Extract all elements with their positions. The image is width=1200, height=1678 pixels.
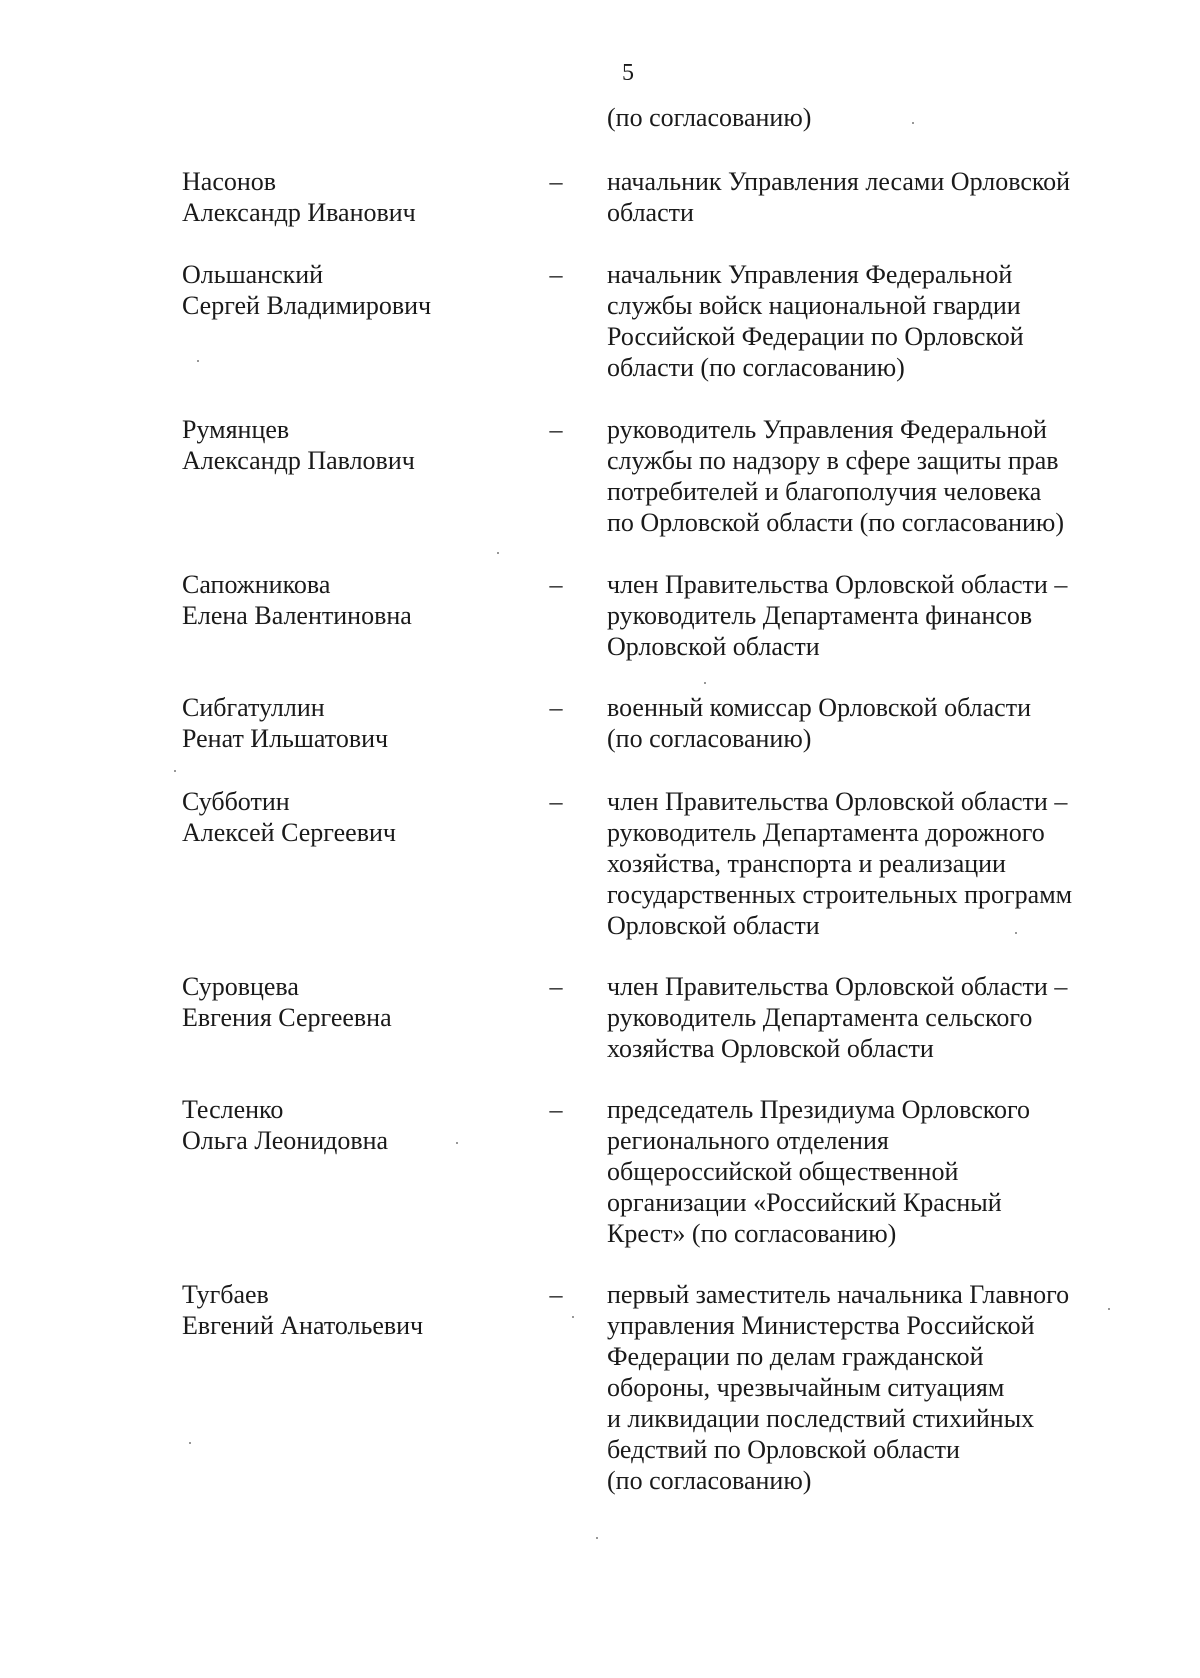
position-description [607, 166, 1107, 228]
role-line: (по согласованию) [607, 724, 812, 753]
position-description [607, 259, 1107, 383]
scan-speck [1015, 932, 1017, 934]
role-line: Орловской области [607, 911, 820, 940]
position-description [607, 1094, 1107, 1249]
role-line: член Правительства Орловской области – [607, 972, 1068, 1001]
role-line: хозяйства Орловской области [607, 1034, 934, 1063]
given-names: Ренат Ильшатович [182, 724, 389, 753]
surname: Сибгатуллин [182, 693, 325, 722]
role-line: руководитель Департамента сельского [607, 1003, 1033, 1032]
role-line: начальник Управления Федеральной [607, 260, 1013, 289]
role-line: начальник Управления лесами Орловской [607, 167, 1071, 196]
scan-speck [572, 1316, 574, 1318]
surname: Сапожникова [182, 570, 331, 599]
person-name [182, 971, 512, 1033]
person-name [182, 569, 512, 631]
role-line: хозяйства, транспорта и реализации [607, 849, 1006, 878]
surname: Тесленко [182, 1095, 284, 1124]
role-line: по Орловской области (по согласованию) [607, 508, 1065, 537]
person-name [182, 786, 512, 848]
given-names: Александр Иванович [182, 198, 416, 227]
person-name [182, 414, 512, 476]
person-name [182, 1279, 512, 1341]
scan-speck [174, 770, 176, 772]
person-name [182, 259, 512, 321]
separator-dash: – [549, 1095, 563, 1124]
role-line: общероссийской общественной [607, 1157, 959, 1186]
scan-speck [912, 122, 914, 124]
role-line: управления Министерства Российской [607, 1311, 1035, 1340]
page-number: 5 [622, 60, 634, 86]
scan-speck [497, 552, 499, 554]
given-names: Ольга Леонидовна [182, 1126, 389, 1155]
separator-dash: – [549, 570, 563, 599]
role-line: государственных строительных программ [607, 880, 1073, 909]
position-description [607, 692, 1107, 754]
role-line: руководитель Управления Федеральной [607, 415, 1047, 444]
person-name [182, 166, 512, 228]
position-description [607, 569, 1107, 662]
role-line: председатель Президиума Орловского [607, 1095, 1031, 1124]
role-line: руководитель Департамента финансов [607, 601, 1033, 630]
scan-speck [189, 1442, 191, 1444]
scan-speck [197, 360, 199, 362]
scan-speck [456, 1142, 458, 1144]
position-description [607, 414, 1107, 538]
person-name [182, 1094, 512, 1156]
given-names: Елена Валентиновна [182, 601, 412, 630]
role-line: Крест» (по согласованию) [607, 1219, 897, 1248]
surname: Ольшанский [182, 260, 324, 289]
separator-dash: – [549, 415, 563, 444]
given-names: Александр Павлович [182, 446, 415, 475]
scan-speck [596, 1537, 598, 1539]
role-line: бедствий по Орловской области [607, 1435, 960, 1464]
role-line: Федерации по делам гражданской [607, 1342, 984, 1371]
role-line: организации «Российский Красный [607, 1188, 1002, 1217]
separator-dash: – [549, 167, 563, 196]
role-line: службы войск национальной гвардии [607, 291, 1021, 320]
role-line: потребителей и благополучия человека [607, 477, 1042, 506]
given-names: Алексей Сергеевич [182, 818, 396, 847]
role-line: член Правительства Орловской области – [607, 787, 1068, 816]
scan-speck [1108, 1308, 1110, 1310]
role-line: первый заместитель начальника Главного [607, 1280, 1070, 1309]
role-line: области [607, 198, 694, 227]
separator-dash: – [549, 1280, 563, 1309]
role-line: руководитель Департамента дорожного [607, 818, 1045, 847]
person-name [182, 692, 512, 754]
role-line: и ликвидации последствий стихийных [607, 1404, 1035, 1433]
role-line: Орловской области [607, 632, 820, 661]
separator-dash: – [549, 693, 563, 722]
carry-over-text: (по согласованию) [607, 103, 812, 132]
role-line: Российской Федерации по Орловской [607, 322, 1024, 351]
surname: Румянцев [182, 415, 290, 444]
role-line: военный комиссар Орловской области [607, 693, 1031, 722]
given-names: Сергей Владимирович [182, 291, 432, 320]
role-line: службы по надзору в сфере защиты прав [607, 446, 1059, 475]
separator-dash: – [549, 260, 563, 289]
given-names: Евгений Анатольевич [182, 1311, 424, 1340]
role-line: обороны, чрезвычайным ситуациям [607, 1373, 1005, 1402]
surname: Суровцева [182, 972, 299, 1001]
separator-dash: – [549, 787, 563, 816]
position-description [607, 786, 1107, 941]
separator-dash: – [549, 972, 563, 1001]
scan-speck [704, 682, 706, 684]
surname: Субботин [182, 787, 290, 816]
role-line: член Правительства Орловской области – [607, 570, 1068, 599]
role-line: регионального отделения [607, 1126, 889, 1155]
position-description [607, 1279, 1107, 1496]
role-line: области (по согласованию) [607, 353, 905, 382]
surname: Тугбаев [182, 1280, 269, 1309]
surname: Насонов [182, 167, 277, 196]
position-description [607, 971, 1107, 1064]
role-line: (по согласованию) [607, 1466, 812, 1495]
given-names: Евгения Сергеевна [182, 1003, 392, 1032]
